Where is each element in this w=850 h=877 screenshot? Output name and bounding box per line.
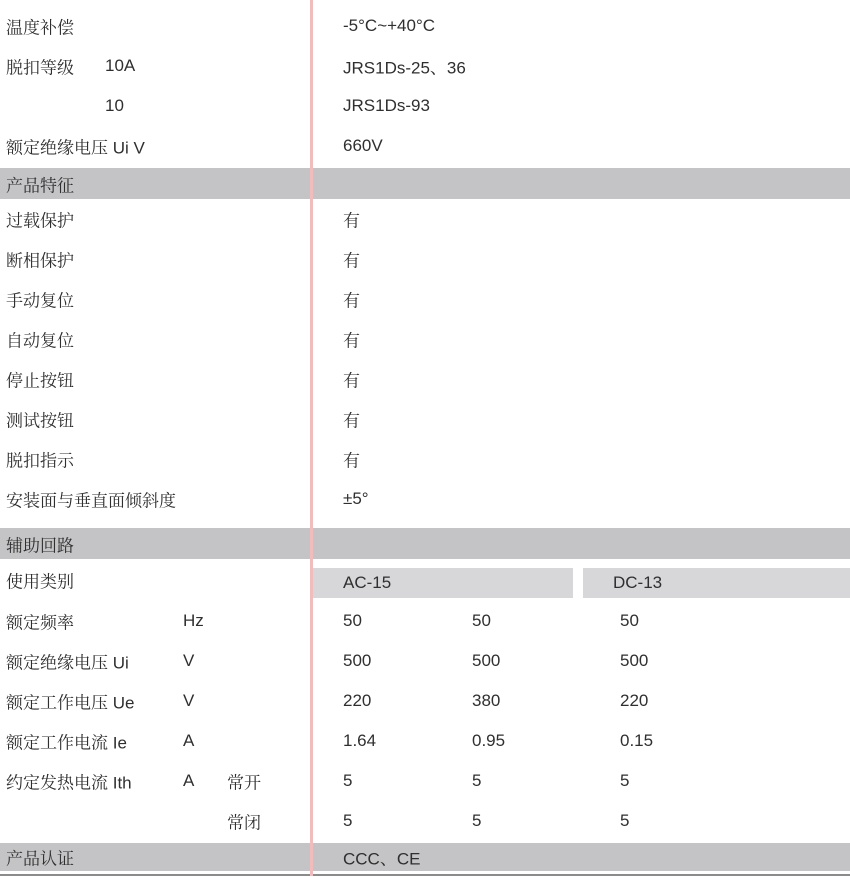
table-row (0, 239, 850, 279)
usage-cell-dc13 (583, 568, 850, 598)
section-header-product-features (0, 168, 850, 199)
row-unit: A (183, 731, 195, 750)
row-value-3: 5 (620, 771, 630, 790)
table-row (0, 601, 850, 641)
row-label: 脱扣等级 (6, 58, 74, 78)
table-row (0, 399, 850, 439)
table-row (0, 439, 850, 479)
certification-label: 产品认证 (6, 849, 74, 869)
row-label: 自动复位 (6, 331, 74, 351)
row-label: 测试按钮 (6, 411, 74, 431)
row-value-1: 1.64 (343, 731, 377, 750)
table-row (0, 199, 850, 239)
row-label: 温度补偿 (6, 18, 74, 38)
row-label: 安装面与垂直面倾斜度 (6, 491, 176, 511)
table-row (0, 761, 850, 801)
row-unit: A (183, 771, 195, 790)
row-label: 额定工作电流 Ie (6, 733, 127, 753)
row-value-2: 50 (472, 611, 491, 630)
row-value-3: 5 (620, 811, 630, 830)
usage-category-row (0, 559, 850, 601)
row-value-2: 380 (472, 691, 501, 710)
row-value: 有 (343, 251, 360, 271)
row-value-2: 500 (472, 651, 501, 670)
usage-cell-label: DC-13 (613, 573, 663, 592)
row-value: 有 (343, 451, 360, 471)
row-value: 660V (343, 136, 383, 155)
row-label: 约定发热电流 Ith (6, 773, 132, 793)
row-unit: V (183, 691, 195, 710)
row-label: 额定频率 (6, 613, 74, 633)
row-sublabel: 10 (105, 96, 124, 115)
row-value: 有 (343, 371, 360, 391)
section-header-label: 辅助回路 (6, 536, 74, 555)
table-row (0, 681, 850, 721)
row-value-3: 220 (620, 691, 649, 710)
table-row (0, 126, 850, 166)
row-value-2: 0.95 (472, 731, 506, 750)
row-label: 额定绝缘电压 Ui (6, 653, 129, 673)
row-value-2: 5 (472, 771, 482, 790)
row-label: 额定绝缘电压 Ui V (6, 138, 145, 158)
row-label: 手动复位 (6, 291, 74, 311)
table-row (0, 6, 850, 46)
row-value-3: 0.15 (620, 731, 654, 750)
row-value-1: 5 (343, 811, 353, 830)
section-header-certification (0, 843, 850, 871)
row-value-3: 500 (620, 651, 649, 670)
usage-cell-ac15 (313, 568, 573, 598)
table-row (0, 86, 850, 126)
table-row (0, 279, 850, 319)
row-unit: V (183, 651, 195, 670)
table-row (0, 801, 850, 841)
section-header-label: 产品特征 (6, 176, 74, 195)
table-row (0, 479, 850, 519)
row-value-1: 50 (343, 611, 362, 630)
table-row (0, 641, 850, 681)
table-row (0, 721, 850, 761)
usage-cell-label: AC-15 (343, 573, 392, 592)
row-value-3: 50 (620, 611, 639, 630)
row-value: -5°C~+40°C (343, 16, 436, 35)
certification-value: CCC、CE (343, 849, 421, 869)
row-label: 断相保护 (6, 251, 74, 271)
row-unit: Hz (183, 611, 204, 630)
table-bottom-border (0, 874, 850, 876)
row-value: JRS1Ds-25、36 (343, 58, 466, 78)
row-label: 脱扣指示 (6, 451, 74, 471)
column-divider-line (310, 0, 313, 876)
row-value-2: 5 (472, 811, 482, 830)
table-row (0, 359, 850, 399)
row-value: 有 (343, 411, 360, 431)
row-label: 额定工作电压 Ue (6, 693, 135, 713)
table-row (0, 319, 850, 359)
row-value: ±5° (343, 489, 369, 508)
section-header-auxiliary-circuit (0, 528, 850, 559)
row-value-1: 220 (343, 691, 372, 710)
row-contact-type: 常闭 (227, 813, 261, 833)
row-value: 有 (343, 331, 360, 351)
row-value-1: 500 (343, 651, 372, 670)
row-label: 使用类别 (6, 572, 74, 592)
row-label: 停止按钮 (6, 371, 74, 391)
row-value: JRS1Ds-93 (343, 96, 430, 115)
row-label: 过载保护 (6, 211, 74, 231)
row-value-1: 5 (343, 771, 353, 790)
row-sublabel: 10A (105, 56, 136, 75)
table-row (0, 46, 850, 86)
row-contact-type: 常开 (227, 773, 261, 793)
row-value: 有 (343, 211, 360, 231)
row-value: 有 (343, 291, 360, 311)
